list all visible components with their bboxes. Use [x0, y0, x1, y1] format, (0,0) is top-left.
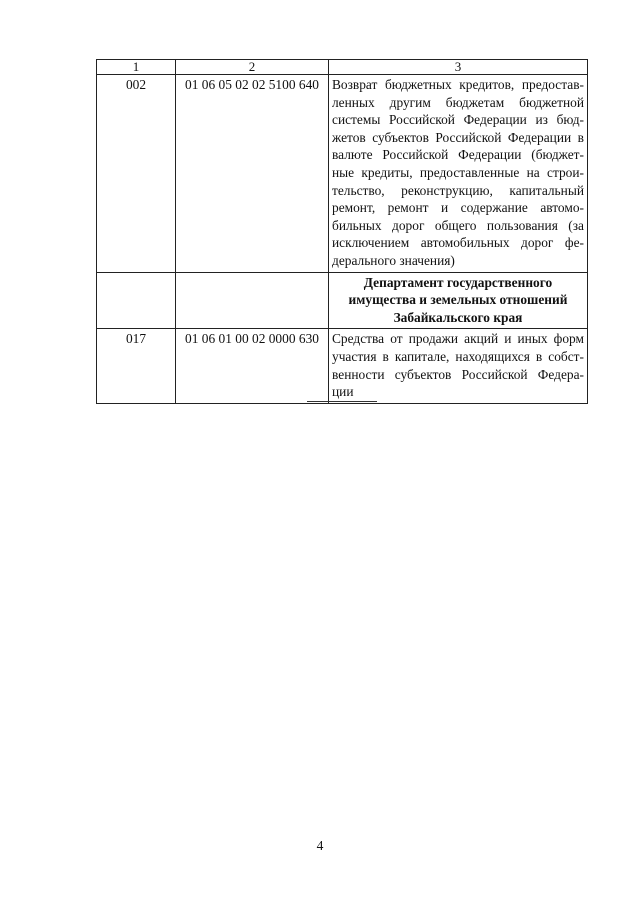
table-row	[97, 75, 588, 273]
description-line: валюте Российской Федерации (бюджет-	[332, 147, 584, 163]
description-line: ции	[332, 384, 354, 400]
column-header-2: 2	[176, 60, 329, 75]
page-number: 4	[316, 838, 324, 853]
table-header-row	[97, 60, 588, 75]
column-header-3: 3	[329, 60, 588, 75]
budget-codes-table	[96, 59, 588, 404]
department-heading-cell	[329, 272, 588, 329]
admin-code-cell: 017	[97, 329, 176, 403]
admin-code-cell: 002	[97, 75, 176, 273]
table-row	[97, 272, 588, 329]
budget-classification-code-cell: 01 06 05 02 02 5100 640	[176, 75, 329, 273]
description-line: дерального значения)	[332, 252, 455, 268]
description-line: исключением автомобильных дорог фе-	[332, 235, 584, 251]
description-line: бильных дорог общего пользования (за	[332, 217, 584, 233]
description-line: Возврат бюджетных кредитов, предостав-	[332, 77, 584, 92]
budget-classification-code-cell: 01 06 01 00 02 0000 630	[176, 329, 329, 403]
department-heading-line: Департамент государственного	[363, 274, 553, 290]
source-description-cell	[329, 75, 588, 273]
description-line: ные кредиты, предоставленные на строи-	[332, 164, 584, 180]
department-heading-line: Забайкальского края	[393, 309, 523, 325]
empty-cell	[176, 272, 329, 329]
description-line: ремонт, ремонт и содержание автомо-	[332, 200, 584, 216]
source-description-cell	[329, 329, 588, 403]
description-line: жетов субъектов Российской Федерации в	[332, 129, 584, 145]
description-line: тельство, реконструкцию, капитальный	[332, 182, 584, 198]
empty-cell	[97, 272, 176, 329]
table-row	[97, 329, 588, 403]
separator-line	[307, 401, 377, 402]
column-header-1: 1	[97, 60, 176, 75]
description-line: ленных другим бюджетам бюджетной	[332, 94, 584, 110]
description-line: Средства от продажи акций и иных форм	[332, 331, 584, 347]
description-line: системы Российской Федерации из бюд-	[332, 112, 584, 128]
description-line: участия в капитале, находящихся в собст-	[332, 348, 584, 364]
description-line: венности субъектов Российской Федера-	[332, 366, 584, 382]
department-heading-line: имущества и земельных отношений	[348, 292, 568, 308]
